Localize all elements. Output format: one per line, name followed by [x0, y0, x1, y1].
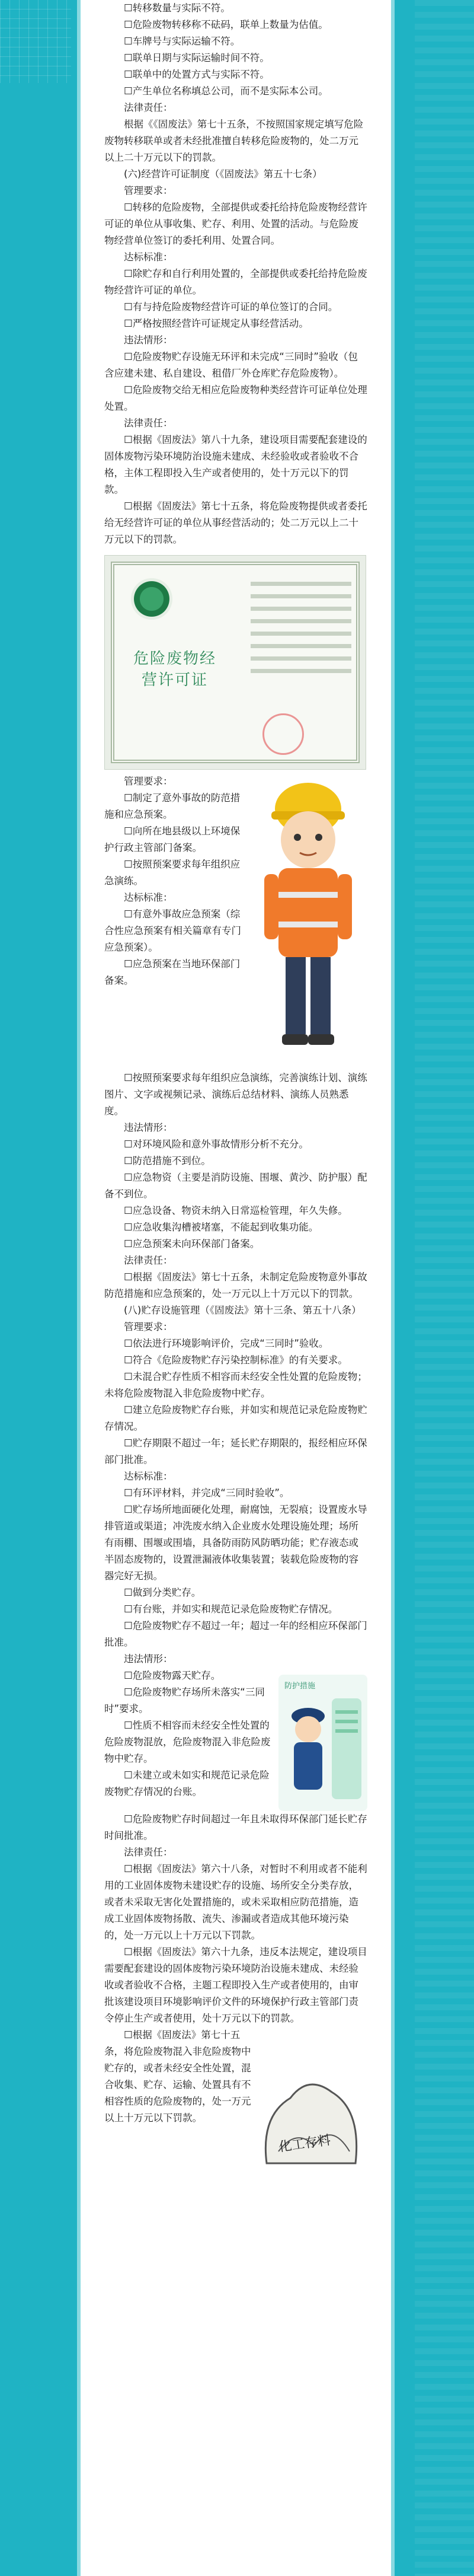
- paragraph: ☐有环评材料，并完成“三同时验收”。: [124, 1487, 290, 1499]
- paragraph: ☐按照预案要求每年组织应急演练，完善演练计划、演练图片、文字或视频记录、演练后总结材料、演练人员熟悉度。: [104, 1072, 367, 1117]
- paragraph: ☐危险废物交给无相应危险废物种类经营许可证单位处理处置。: [104, 384, 367, 412]
- police-illustration: [278, 1675, 367, 1811]
- paragraph: ☐危险废物转移称不砝码，联单上数量为估值。: [124, 19, 328, 30]
- paragraph: ☐按照预案要求每年组织应急演练。: [104, 859, 241, 887]
- mixing-section: [104, 2027, 367, 2175]
- paragraph: ☐危险废物贮存不超过一年；超过一年的经相应环保部门批准。: [104, 1620, 367, 1648]
- paragraph: (八)贮存设施管理（《固废法》第十三条、第五十八条）: [124, 1305, 361, 1316]
- illustration-caption: 防护措施: [284, 1682, 316, 1691]
- paragraph: (六)经营许可证制度（《固废法》第五十七条）: [124, 168, 322, 180]
- paragraph: 管理要求：: [124, 185, 173, 196]
- paragraph: ☐根据《固废法》第六十八条，对暂时不利用或者不能利用的工业固体废物未建设贮存的设施、场所安全分类存放，或者未采取无害化处置措施的，或未采取相应防范措施，造成工业固体废物扬散、流失、渗漏或者造成其他环境污染的，处一万元以上十万元以下罚款。: [104, 1863, 367, 1941]
- chemical-storage-illustration: [255, 2062, 367, 2175]
- decorative-grid: [0, 0, 71, 83]
- paragraph: 管理要求：: [124, 1321, 173, 1332]
- emergency-section: [104, 773, 367, 1070]
- paragraph: ☐依法进行环境影响评价，完成“三同时”验收。: [124, 1338, 329, 1349]
- paragraph: ☐危险废物贮存时间超过一年且未取得环保部门延长贮存时间批准。: [104, 1813, 367, 1841]
- paragraph: ☐向所在地县级以上环境保护行政主管部门备案。: [104, 825, 241, 853]
- paragraph: ☐危险废物贮存设施无环评和未完成“三同时”验收（包含应建未建、私自建设、租借厂外仓库贮存危险废物）。: [104, 351, 358, 379]
- license-certificate-image: [104, 555, 366, 770]
- text-section-1: [104, 0, 367, 548]
- stamp-icon: [262, 713, 304, 755]
- decorative-stripes: [415, 0, 474, 2576]
- paragraph: ☐应急收集沟槽被堵塞，不能起到收集功能。: [124, 1222, 319, 1233]
- paragraph: 法律责任：: [124, 1847, 173, 1858]
- paragraph: 达标标准：: [124, 251, 173, 263]
- paragraph: ☐车牌号与实际运输不符。: [124, 36, 241, 47]
- storage-violation-section: [104, 1651, 367, 1811]
- paragraph: 法律责任：: [124, 417, 173, 429]
- seal-label: 化工存料: [277, 2132, 332, 2155]
- paragraph: ☐贮存期限不超过一年；延长贮存期限的，报经相应环保部门批准。: [104, 1437, 367, 1465]
- text-section-4: [104, 1651, 278, 1800]
- paragraph: ☐除贮存和自行利用处置的，全部提供或委托给持危险废物经营许可证的单位。: [104, 268, 367, 296]
- paragraph: 法律责任：: [124, 102, 173, 113]
- document-page: [77, 0, 395, 2576]
- text-section-6: [104, 2027, 255, 2127]
- paragraph: 管理要求：: [124, 776, 173, 787]
- text-section-2: [104, 773, 249, 989]
- worker-illustration: [249, 773, 367, 1070]
- emblem-icon: [131, 578, 172, 620]
- paragraph: ☐根据《固废法》第八十九条，建设项目需要配套建设的固体废物污染环境防治设施未建成、未经验收或者验收不合格，主体工程即投入生产或者使用的，处十万元以下的罚款。: [104, 434, 367, 495]
- paragraph: ☐有意外事故应急预案（综合性应急预案有相关篇章有专门应急预案）。: [104, 908, 241, 953]
- paragraph: ☐转移的危险废物，全部提供或委托给持危险废物经营许可证的单位从事收集、贮存、利用、处置的活动。与危险废物经营单位签订的委托利用、处置合同。: [104, 202, 367, 246]
- paragraph: ☐应急物资（主要是消防设施、围堰、黄沙、防护服）配备不到位。: [104, 1172, 367, 1200]
- paragraph: ☐应急预案未向环保部门备案。: [124, 1238, 260, 1249]
- paragraph: ☐根据《固废法》第六十九条，违反本法规定，建设项目需要配套建设的固体废物污染环境防治设施未建成、未经验收或者验收不合格，主题工程即投入生产或者使用的，由审批该建设项目环境影响评价文件的环境保护行政主管部门责令停止生产或者使用，处十万元以下的罚款。: [104, 1946, 367, 2024]
- paragraph: 违法情形：: [124, 334, 173, 346]
- paragraph: ☐未建立或未如实和规范记录危险废物贮存情况的台账。: [104, 1770, 270, 1797]
- paragraph: ☐有与持危险废物经营许可证的单位签订的合同。: [124, 301, 338, 313]
- paragraph: ☐根据《固废法》第七十五条，将危险废物混入非危险废物中贮存的，或者未经安全性处置，混合收集、贮存、运输、处置具有不相容性质的危险废物的，处一万元以上十万元以下罚款。: [104, 2029, 251, 2124]
- paragraph: ☐产生单位名称填总公司，而不是实际本公司。: [124, 85, 328, 97]
- paragraph: ☐危险废物贮存场所未落实“三同时”要求。: [104, 1686, 265, 1714]
- paragraph: ☐未混合贮存性质不相容而未经安全性处置的危险废物；未将危险废物混入非危险废物中贮存。: [104, 1371, 367, 1399]
- paragraph: ☐对环境风险和意外事故情形分析不充分。: [124, 1139, 309, 1150]
- paragraph: 达标标准：: [124, 892, 173, 903]
- paragraph: 达标标准：: [124, 1471, 173, 1482]
- text-section-5: [104, 1811, 367, 2027]
- paragraph: ☐根据《固废法》第七十五条，将危险废物提供或者委托给无经营许可证的单位从事经营活动的；处二万元以上二十万元以下的罚款。: [104, 500, 367, 545]
- paragraph: ☐应急设备、物资未纳入日常巡检管理，年久失修。: [124, 1205, 348, 1216]
- paragraph: 根据《《固废法》第七十五条，不按照国家规定填写危险废物转移联单或者未经批准擅自转移危险废物的，处二万元以上二十万元以下的罚款。: [104, 119, 364, 163]
- paragraph: ☐联单中的处置方式与实际不符。: [124, 69, 270, 80]
- paragraph: 违法情形：: [124, 1122, 173, 1133]
- paragraph: ☐建立危险废物贮存台账，并如实和规范记录危险废物贮存情况。: [104, 1404, 367, 1432]
- paragraph: ☐根据《固废法》第七十五条，未制定危险废物意外事故防范措施和应急预案的，处一万元以上十万元以下的罚款。: [104, 1271, 367, 1299]
- paragraph: ☐危险废物露天贮存。: [124, 1670, 221, 1681]
- paragraph: ☐性质不相容而未经安全性处置的危险废物混放，危险废物混入非危险废物中贮存。: [104, 1720, 271, 1764]
- paragraph: ☐严格按照经营许可证规定从事经营活动。: [124, 318, 309, 329]
- paragraph: ☐转移数量与实际不符。: [124, 2, 230, 14]
- paragraph: ☐应急预案在当地环保部门备案。: [104, 958, 241, 986]
- paragraph: ☐符合《危险废物贮存污染控制标准》的有关要求。: [124, 1354, 348, 1366]
- paragraph: ☐联单日期与实际运输时间不符。: [124, 52, 270, 63]
- paragraph: 违法情形：: [124, 1653, 173, 1665]
- paragraph: ☐防范措施不到位。: [124, 1155, 211, 1166]
- certificate-title: 危险废物经营许可证: [133, 650, 216, 689]
- paragraph: ☐贮存场所地面硬化处理，耐腐蚀，无裂痕；设置废水导排管道或渠道；冲洗废水纳入企业废水处理设施处理；场所有雨棚、围堰或围墙，具备防雨防风防晒功能；贮存液态或半固态废物的，设置泄漏液体收集装置；装载危险废物的容器完好无损。: [104, 1504, 367, 1582]
- text-section-3: [104, 1070, 367, 1651]
- paragraph: 法律责任：: [124, 1255, 173, 1266]
- paragraph: ☐做到分类贮存。: [124, 1587, 201, 1598]
- paragraph: ☐有台账，并如实和规范记录危险废物贮存情况。: [124, 1603, 338, 1615]
- certificate-lines: [251, 582, 351, 681]
- paragraph: ☐制定了意外事故的防范措施和应急预案。: [104, 792, 241, 820]
